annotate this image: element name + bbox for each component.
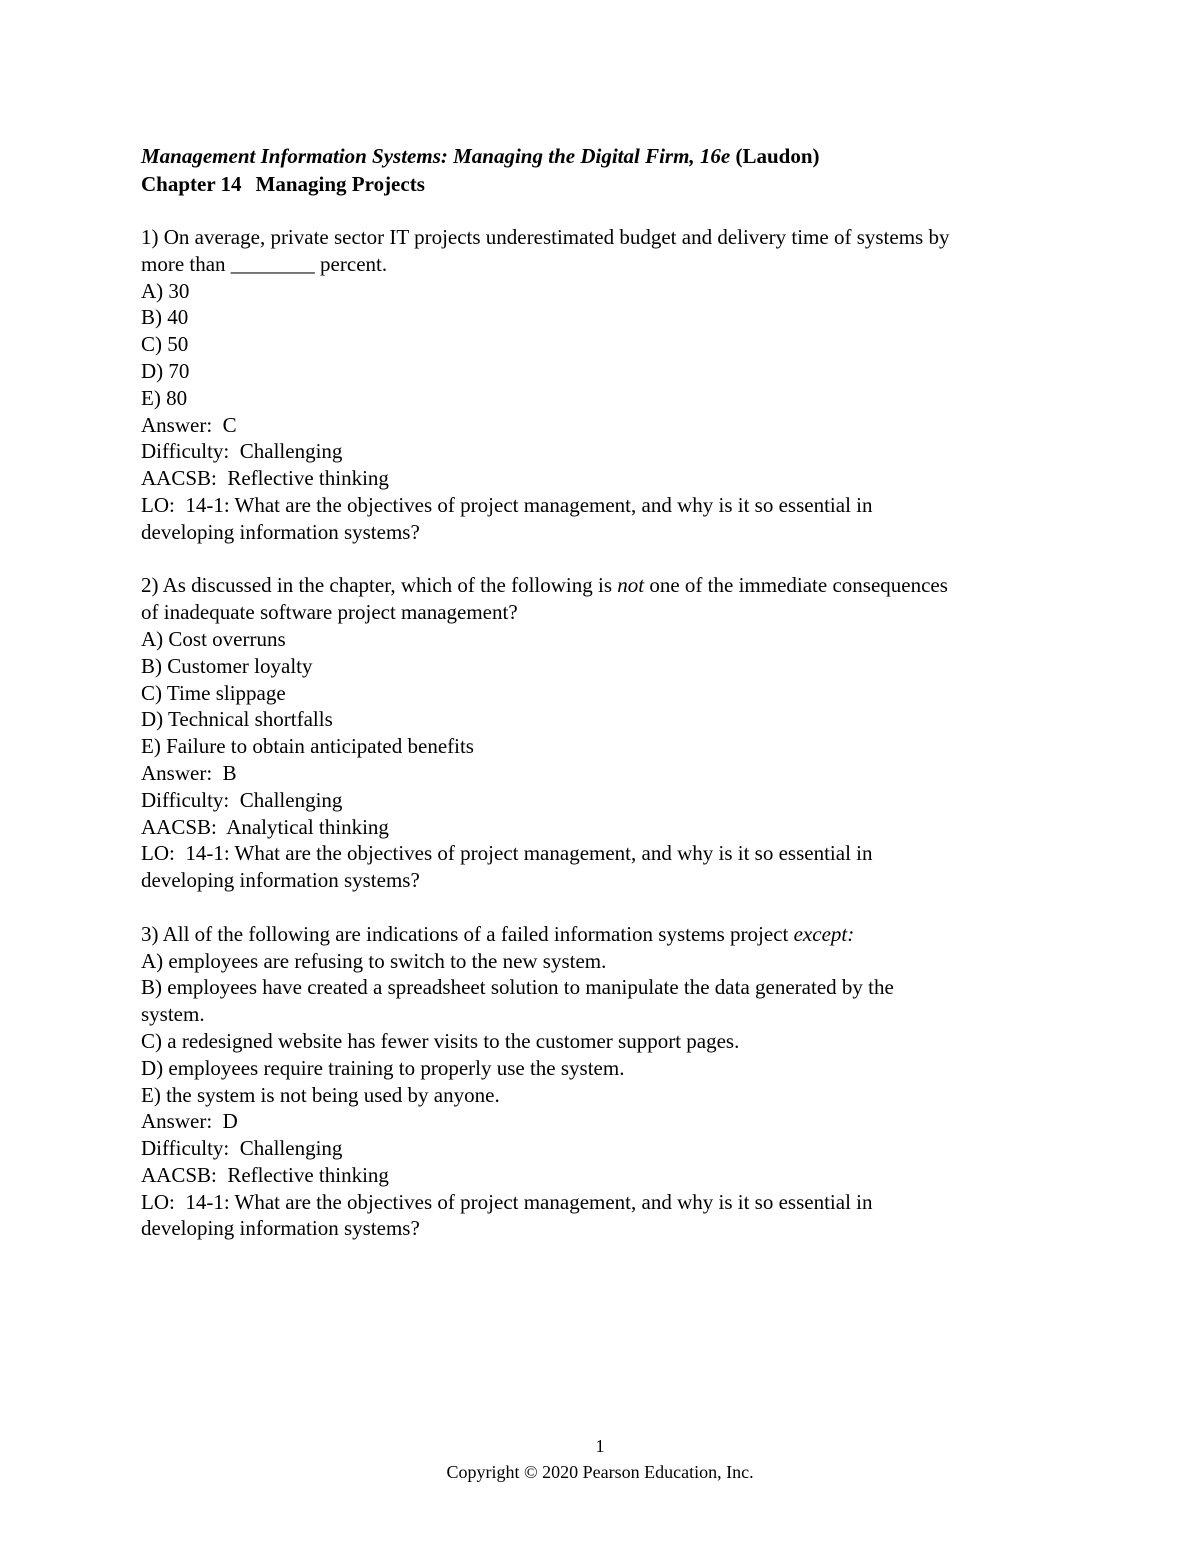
- option-e: E) 80: [141, 385, 188, 410]
- learning-objective: LO: 14-1: What are the objectives of project management, and why is it so essential in: [141, 492, 873, 517]
- book-author: (Laudon): [735, 144, 820, 168]
- book-title: Management Information Systems: Managing the Digital Firm, 16e: [141, 144, 731, 168]
- page-content: [141, 142, 1061, 1269]
- option-c: C) Time slippage: [141, 680, 286, 705]
- answer: Answer: B: [141, 760, 237, 785]
- learning-objective-continued: developing information systems?: [141, 1216, 420, 1241]
- question-number: 1): [141, 225, 159, 249]
- question-stem-text: All of the following are indications of a failed information systems project: [162, 921, 794, 946]
- chapter-number: Chapter 14: [141, 172, 242, 196]
- option-c: C) 50: [141, 332, 189, 357]
- question-number: 3): [141, 921, 159, 946]
- option-d: D) employees require training to properly use the system.: [141, 1055, 625, 1080]
- question-stem: [141, 224, 1061, 251]
- option-e: E) the system is not being used by anyone.: [141, 1082, 500, 1107]
- aacsb: AACSB: Analytical thinking: [141, 814, 389, 839]
- question-number: 2): [141, 573, 159, 598]
- chapter-title: Managing Projects: [255, 172, 425, 196]
- chapter-heading: [141, 170, 1061, 198]
- option-b: B) Customer loyalty: [141, 653, 313, 678]
- question-stem: [141, 921, 1061, 948]
- question-stem-continued: more than ________ percent.: [141, 251, 388, 276]
- difficulty: Difficulty: Challenging: [141, 439, 343, 464]
- option-a: A) employees are refusing to switch to the new system.: [141, 948, 607, 973]
- option-e: E) Failure to obtain anticipated benefits: [141, 734, 474, 759]
- page-number: 1: [595, 1436, 605, 1456]
- aacsb: AACSB: Reflective thinking: [141, 466, 389, 491]
- option-b: B) 40: [141, 305, 189, 330]
- difficulty: Difficulty: Challenging: [141, 1136, 343, 1161]
- option-d: D) 70: [141, 358, 190, 383]
- option-b-continued: system.: [141, 1002, 205, 1027]
- learning-objective-continued: developing information systems?: [141, 519, 420, 544]
- option-a: A) Cost overruns: [141, 626, 286, 651]
- question-stem-text: As discussed in the chapter, which of the following is: [162, 573, 618, 598]
- question-stem-text-end: one of the immediate consequences: [644, 573, 948, 598]
- question-stem: [141, 572, 1061, 599]
- difficulty: Difficulty: Challenging: [141, 787, 343, 812]
- question-stem-continued: of inadequate software project management?: [141, 600, 518, 625]
- book-title-line: [141, 142, 1061, 170]
- learning-objective: LO: 14-1: What are the objectives of project management, and why is it so essential in: [141, 1189, 873, 1214]
- question-stem-emphasis: except:: [793, 921, 855, 946]
- copyright-notice: Copyright © 2020 Pearson Education, Inc.: [446, 1462, 754, 1482]
- option-d: D) Technical shortfalls: [141, 707, 333, 732]
- option-a: A) 30: [141, 278, 190, 303]
- answer: Answer: C: [141, 412, 237, 437]
- answer: Answer: D: [141, 1109, 238, 1134]
- option-c: C) a redesigned website has fewer visits to the customer support pages.: [141, 1028, 740, 1053]
- question-2: [141, 572, 1061, 894]
- question-1: [141, 224, 1061, 546]
- question-3: [141, 921, 1061, 1243]
- learning-objective: LO: 14-1: What are the objectives of project management, and why is it so essential in: [141, 841, 873, 866]
- aacsb: AACSB: Reflective thinking: [141, 1162, 389, 1187]
- learning-objective-continued: developing information systems?: [141, 868, 420, 893]
- question-stem-text: On average, private sector IT projects underestimated budget and delivery time of systems by: [163, 225, 950, 249]
- question-stem-emphasis: not: [617, 573, 645, 598]
- option-b: B) employees have created a spreadsheet solution to manipulate the data generated by the: [141, 975, 894, 1000]
